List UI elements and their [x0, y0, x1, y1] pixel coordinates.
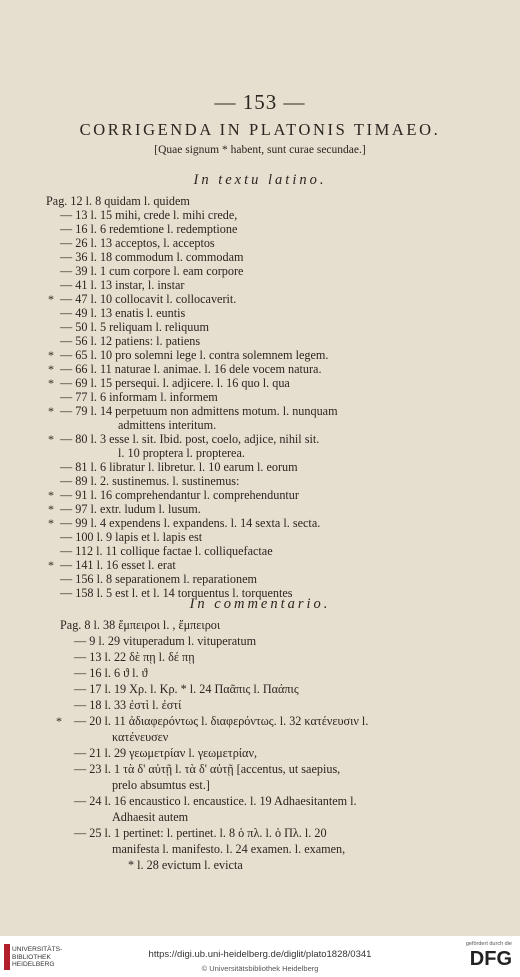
errata-line: — 112 l. 11 collique factae l. colliquefactae [60, 544, 273, 558]
errata-line-continuation: prelo absumtus est.] [112, 778, 210, 792]
errata-line: — 77 l. 6 informam l. informem [60, 390, 218, 404]
errata-line: — 20 l. 11 ἀδιαφερόντως l. διαφερόντως. l. 32 κατένευσιν l. [74, 714, 369, 728]
errata-line: — 36 l. 18 commodum l. commodam [60, 250, 244, 264]
asterisk-mark: * [48, 376, 54, 390]
copyright-text: © Universitätsbibliothek Heidelberg [201, 964, 319, 973]
errata-line-continuation: l. 10 proptera l. propterea. [118, 446, 245, 460]
errata-line: — 49 l. 13 enatis l. euntis [60, 306, 186, 320]
errata-line: — 17 l. 19 Χρ. l. Κρ. * l. 24 Παᾶπις l. Παάπις [74, 682, 299, 696]
errata-line: — 21 l. 29 γεωμετρίαν l. γεωμετρίαν, [74, 746, 258, 760]
viewer-footer [0, 936, 520, 977]
errata-line: — 69 l. 15 persequi. l. adjicere. l. 16 quo l. qua [60, 376, 290, 390]
asterisk-mark: * [48, 404, 54, 418]
errata-line: — 50 l. 5 reliquam l. reliquum [60, 320, 209, 334]
dfg-logo: DFG [469, 948, 512, 970]
errata-line: — 23 l. 1 τὰ δ' αὐτῇ l. τὰ δ' αὐτῇ [accentus, ut saepius, [74, 762, 341, 776]
dfg-caption: gefördert durch die [465, 941, 512, 947]
errata-line: — 26 l. 13 acceptos, l. acceptos [60, 236, 215, 250]
errata-line: — 100 l. 9 lapis et l. lapis est [60, 530, 203, 544]
errata-line: — 13 l. 22 δὲ πῃ l. δέ πῃ [74, 650, 195, 664]
errata-line: — 16 l. 6 ϑ l. ϑ [74, 666, 148, 680]
asterisk-mark: * [56, 714, 62, 728]
errata-line-continuation: manifesta l. manifesto. l. 24 examen. l. examen, [112, 842, 346, 856]
page-number: — 153 — [214, 90, 306, 114]
asterisk-mark: * [48, 362, 54, 376]
asterisk-mark: * [48, 502, 54, 516]
errata-line: — 65 l. 10 pro solemni lege l. contra solemnem legem. [60, 348, 329, 362]
section-heading-textu: In textu latino. [193, 172, 327, 188]
errata-line: — 66 l. 11 naturae l. animae. l. 16 dele vocem natura. [60, 362, 322, 376]
errata-line: — 24 l. 16 encaustico l. encaustice. l. 19 Adhaesitantem l. [74, 794, 357, 808]
section-heading-commentario: In commentario. [189, 596, 331, 612]
asterisk-mark: * [48, 558, 54, 572]
errata-line: — 79 l. 14 perpetuum non admittens motum. l. nunquam [60, 404, 338, 418]
asterisk-mark: * [48, 516, 54, 530]
errata-line: — 39 l. 1 cum corpore l. eam corpore [60, 264, 244, 278]
permalink-url[interactable]: https://digi.ub.uni-heidelberg.de/diglit/plato1828/0341 [148, 949, 372, 960]
errata-line: — 13 l. 15 mihi, crede l. mihi crede, [60, 208, 238, 222]
errata-line: — 56 l. 12 patiens: l. patiens [60, 334, 201, 348]
errata-line: — 97 l. extr. ludum l. lusum. [60, 502, 201, 516]
errata-line: — 80 l. 3 esse l. sit. Ibid. post, coelo, adjice, nihil sit. [60, 432, 320, 446]
asterisk-mark: * [48, 292, 54, 306]
asterisk-mark: * [48, 488, 54, 502]
errata-line: — 41 l. 13 instar, l. instar [60, 278, 185, 292]
errata-line: — 89 l. 2. sustinemus. l. sustinemus: [60, 474, 240, 488]
errata-line-continuation: κατένευσεν [112, 730, 169, 744]
errata-line: Pag. 12 l. 8 quidam l. quidem [46, 194, 190, 208]
errata-line: — 25 l. 1 pertinet: l. pertinet. l. 8 ὁ πλ. l. ὁ Πλ. l. 20 [74, 826, 327, 840]
errata-line: — 156 l. 8 separationem l. reparationem [60, 572, 257, 586]
errata-line: — 99 l. 4 expendens l. expandens. l. 14 sexta l. secta. [60, 516, 321, 530]
errata-line-continuation: * l. 28 evictum l. evicta [128, 858, 243, 872]
errata-line: Pag. 8 l. 38 ἔμπειροι l. , ἔμπειροι [60, 618, 221, 632]
errata-line: — 16 l. 6 redemtione l. redemptione [60, 222, 238, 236]
errata-line: — 81 l. 6 libratur l. libretur. l. 10 earum l. eorum [60, 460, 298, 474]
editorial-note: [Quae signum * habent, sunt curae secundae.] [154, 144, 366, 156]
errata-line: — 158 l. 5 est l. et l. 14 torquentus l. torquentes [60, 586, 293, 600]
library-logo-text: UNIVERSITÄTS- BIBLIOTHEK HEIDELBERG [12, 946, 63, 969]
asterisk-mark: * [48, 348, 54, 362]
errata-line-continuation: admittens interitum. [118, 418, 217, 432]
errata-line: — 18 l. 33 ἐστὶ l. ἐστί [74, 698, 182, 712]
errata-line: — 47 l. 10 collocavit l. collocaverit. [60, 292, 237, 306]
asterisk-mark: * [48, 432, 54, 446]
errata-line: — 9 l. 29 vituperadum l. vituperatum [74, 634, 257, 648]
errata-line: — 91 l. 16 comprehendantur l. comprehenduntur [60, 488, 299, 502]
errata-line: — 141 l. 16 esset l. erat [60, 558, 176, 572]
page-title: CORRIGENDA IN PLATONIS TIMAEO. [79, 120, 441, 139]
errata-line-continuation: Adhaesit autem [112, 810, 189, 824]
